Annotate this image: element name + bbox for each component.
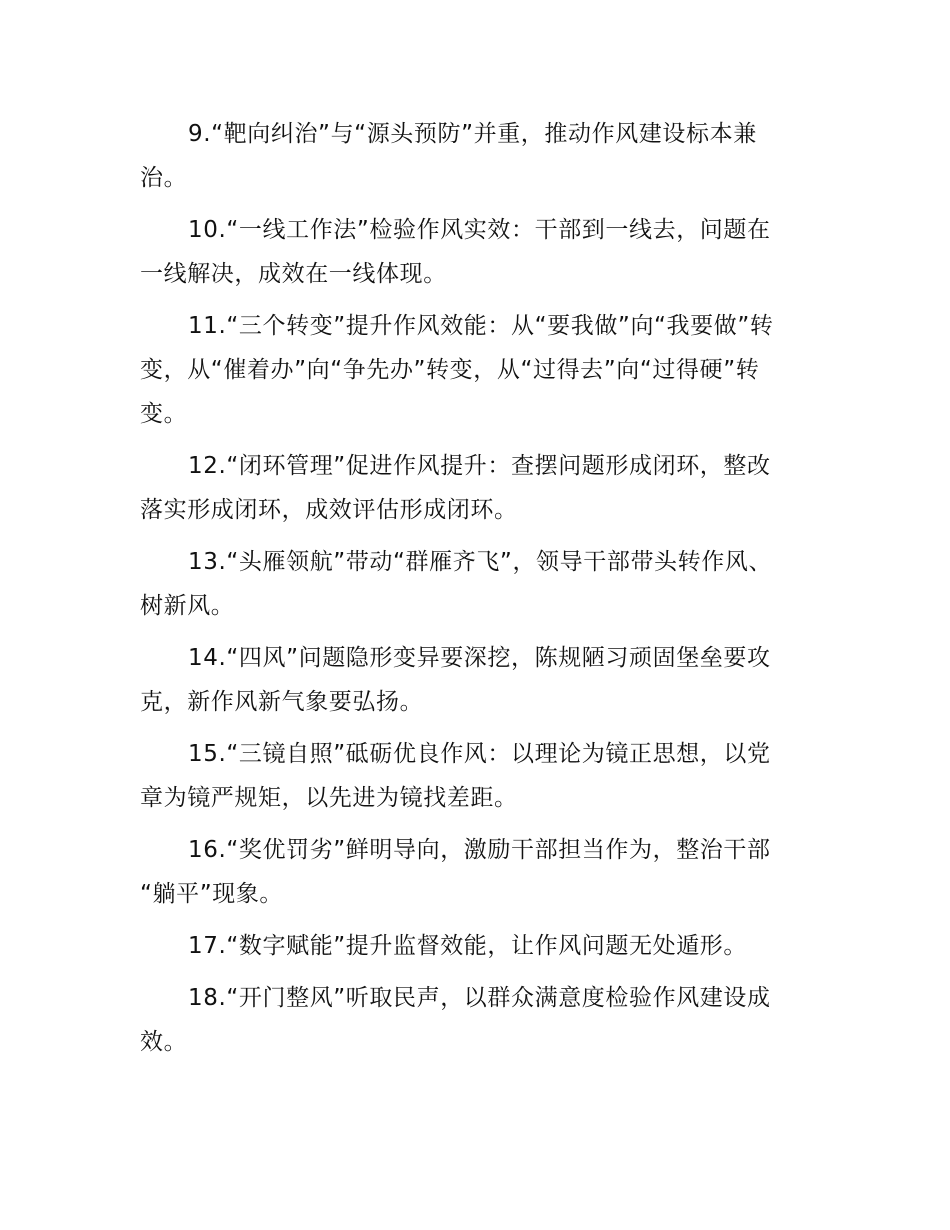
paragraph-line: 章为镜严规矩，以先进为镜找差距。 <box>140 785 518 811</box>
paragraph-16 <box>140 828 812 916</box>
paragraph-line: 12.“闭环管理”促进作风提升：查摆问题形成闭环，整改 <box>188 453 771 479</box>
paragraph-line: 9.“靶向纠治”与“源头预防”并重，推动作风建设标本兼 <box>188 121 757 147</box>
paragraph-line: 治。 <box>140 165 188 191</box>
paragraph-13 <box>140 540 812 628</box>
document-page <box>140 112 812 1072</box>
paragraph-line: 18.“开门整风”听取民声，以群众满意度检验作风建设成 <box>188 985 771 1011</box>
paragraph-line: 树新风。 <box>140 593 235 619</box>
paragraph-line: “躺平”现象。 <box>140 881 284 907</box>
paragraph-9 <box>140 112 812 200</box>
paragraph-line: 11.“三个转变”提升作风效能：从“要我做”向“我要做”转 <box>188 313 774 339</box>
paragraph-line: 14.“四风”问题隐形变异要深挖，陈规陋习顽固堡垒要攻 <box>188 645 771 671</box>
paragraph-line: 变。 <box>140 401 188 427</box>
paragraph-line: 克，新作风新气象要弘扬。 <box>140 689 424 715</box>
paragraph-line: 一线解决，成效在一线体现。 <box>140 261 447 287</box>
paragraph-12 <box>140 444 812 532</box>
paragraph-line: 变，从“催着办”向“争先办”转变，从“过得去”向“过得硬”转 <box>140 357 760 383</box>
paragraph-14 <box>140 636 812 724</box>
paragraph-line: 15.“三镜自照”砥砺优良作风：以理论为镜正思想，以党 <box>188 741 771 767</box>
paragraph-11 <box>140 304 812 436</box>
paragraph-line: 13.“头雁领航”带动“群雁齐飞”，领导干部带头转作风、 <box>188 549 773 575</box>
paragraph-line: 10.“一线工作法”检验作风实效：干部到一线去，问题在 <box>188 217 771 243</box>
paragraph-line: 效。 <box>140 1029 188 1055</box>
paragraph-line: 17.“数字赋能”提升监督效能，让作风问题无处遁形。 <box>188 933 748 959</box>
paragraph-18 <box>140 976 812 1064</box>
paragraph-line: 16.“奖优罚劣”鲜明导向，激励干部担当作为，整治干部 <box>188 837 771 863</box>
paragraph-17 <box>140 924 812 968</box>
paragraph-10 <box>140 208 812 296</box>
paragraph-line: 落实形成闭环，成效评估形成闭环。 <box>140 497 518 523</box>
paragraph-15 <box>140 732 812 820</box>
